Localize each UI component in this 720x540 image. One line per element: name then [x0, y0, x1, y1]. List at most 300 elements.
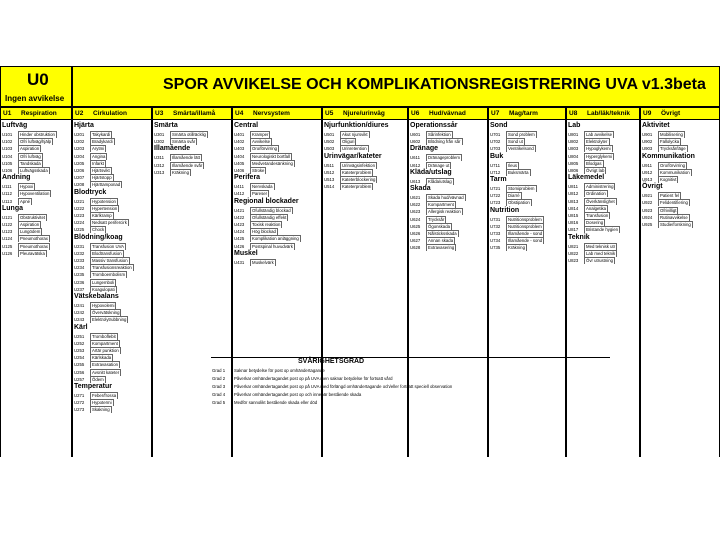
checklist-item[interactable]	[642, 199, 718, 206]
item-label: Elektrolytrubbning	[92, 317, 127, 323]
checklist-item[interactable]	[568, 205, 638, 212]
item-label: Tandskada	[20, 160, 41, 166]
page-title: SPOR AVVIKELSE OCH KOMPLIKATIONSREGISTRERING UVA v1.3beta	[163, 76, 706, 93]
checklist-item[interactable]	[2, 221, 70, 228]
item-label: Blodgas	[586, 160, 602, 166]
item-code: U253	[74, 348, 85, 353]
item-code: U511	[324, 162, 334, 168]
item-label: Lungödem	[20, 229, 41, 235]
checklist-item[interactable]	[74, 286, 150, 293]
checklist-item[interactable]	[490, 216, 564, 223]
item-label: Oliguri	[342, 139, 355, 145]
item-label: Nålsticksskada	[428, 231, 457, 236]
section-title: Skada	[410, 185, 431, 192]
checklist-item[interactable]	[490, 244, 564, 251]
section-title: Teknik	[568, 233, 590, 241]
column-code: U3	[155, 110, 164, 117]
checklist-item[interactable]	[568, 226, 638, 233]
item-code: U423	[234, 222, 245, 227]
checklist-item[interactable]	[490, 199, 564, 206]
checklist-item[interactable]	[410, 154, 486, 161]
checklist-item[interactable]	[234, 207, 320, 214]
item-code: U816	[568, 220, 579, 226]
item-code: U426	[234, 243, 245, 249]
item-label: Ödem	[92, 376, 104, 382]
checklist-item[interactable]	[74, 212, 150, 219]
checklist-item[interactable]	[234, 138, 320, 145]
item-code: U236	[74, 279, 85, 285]
item-label: Kräkning	[508, 245, 525, 251]
item-label: Urinvägsinfektion	[342, 162, 375, 168]
checklist-item[interactable]	[568, 198, 638, 205]
section-title: Central	[234, 122, 259, 129]
section-title: Läkemedel	[568, 174, 605, 182]
checklist-item[interactable]	[410, 194, 486, 201]
checklist-item[interactable]	[2, 138, 70, 145]
item-label: Komplikation anläggning	[252, 236, 299, 242]
checklist-item[interactable]	[642, 176, 718, 183]
item-label: Hjärtsvikt	[92, 168, 110, 173]
item-label: Kognitivt	[660, 177, 677, 182]
checklist-item[interactable]	[154, 162, 230, 169]
item-code: U821	[568, 243, 579, 249]
grade-description: Påverkar omhändertagandet post op och innebär bestående skada	[234, 392, 362, 397]
checklist-item[interactable]	[324, 162, 406, 169]
item-code: U425	[234, 236, 245, 242]
checklist-item[interactable]	[568, 212, 638, 219]
checklist-item[interactable]	[234, 228, 320, 235]
checklist-item[interactable]	[2, 198, 70, 205]
checklist-item[interactable]	[410, 223, 486, 230]
item-code: U242	[74, 310, 85, 316]
item-code: U403	[234, 146, 245, 152]
item-code: U735	[490, 245, 501, 251]
checklist-item[interactable]	[324, 145, 406, 152]
item-code: U922	[642, 200, 653, 206]
checklist-item[interactable]	[74, 316, 150, 323]
item-code: U815	[568, 213, 579, 218]
checklist-item[interactable]	[410, 138, 486, 145]
column-name: Hud/vävnad	[429, 110, 466, 117]
checklist-item[interactable]	[74, 354, 150, 361]
checklist-item[interactable]	[74, 333, 150, 340]
checklist-item[interactable]	[568, 160, 638, 167]
item-code: U912	[642, 169, 653, 175]
item-label: Extravasering	[428, 245, 455, 251]
checklist-item[interactable]	[410, 208, 486, 215]
checklist-item[interactable]	[74, 376, 150, 383]
grade-description: Påverkar omhändertagandet post op på UVA men saknar betydelse för fortsatt vård	[234, 376, 393, 381]
checklist-item[interactable]	[234, 190, 320, 197]
item-label: Med teknisk utr	[586, 243, 616, 249]
column-name: Respiration	[21, 110, 57, 117]
item-code: U312	[154, 162, 165, 168]
item-label: Hypotermi	[92, 400, 112, 406]
item-label: Aspiration	[20, 146, 40, 152]
item-label: Analgetika	[586, 205, 607, 211]
column-code: U9	[643, 110, 652, 117]
item-label: Sond ut	[508, 139, 523, 145]
item-label: Lab med teknik	[586, 250, 616, 256]
checklist-item[interactable]	[568, 190, 638, 197]
checklist-item[interactable]	[74, 198, 150, 205]
section-title: Tarm	[490, 176, 507, 183]
item-code: U732	[490, 223, 501, 229]
item-code: U901	[642, 132, 653, 137]
checklist-item[interactable]	[324, 138, 406, 145]
item-code: U625	[410, 223, 421, 229]
section-title: Nutrition	[490, 206, 520, 214]
item-code: U803	[568, 146, 579, 152]
checklist-item[interactable]	[568, 131, 638, 138]
checklist-item[interactable]	[642, 138, 718, 145]
item-label: Pneumothorax	[20, 236, 48, 242]
checklist-item[interactable]	[490, 145, 564, 152]
item-label: Pneumothorax	[20, 243, 48, 249]
checklist-item[interactable]	[568, 138, 638, 145]
checklist-item[interactable]	[74, 340, 150, 347]
item-label: Nedsatt perifercirk	[92, 220, 127, 226]
checklist-item[interactable]	[568, 219, 638, 226]
item-code: U124	[2, 236, 13, 242]
checklist-item[interactable]	[74, 160, 150, 167]
item-label: Ordination	[586, 191, 606, 197]
checklist-item[interactable]	[568, 257, 638, 264]
item-label: Obstruktivitet	[20, 214, 46, 220]
item-label: Hjärttamponad	[92, 182, 121, 188]
item-code: U734	[490, 238, 501, 244]
item-code: U501	[324, 132, 335, 137]
item-label: Sårinfektion	[428, 132, 451, 137]
item-label: Tromboflebit	[92, 333, 116, 339]
item-label: Smärta otillräcklig	[172, 132, 206, 137]
item-label: Felidentifiering	[660, 200, 688, 206]
item-code: U612	[410, 162, 421, 168]
section-title: Hjärta	[74, 122, 94, 129]
section-title: Blödning/koag	[74, 233, 123, 241]
section-title: Andning	[2, 174, 31, 182]
checklist-item[interactable]	[490, 162, 564, 169]
checklist-item[interactable]	[490, 138, 564, 145]
checklist-item[interactable]	[410, 178, 486, 185]
checklist-item[interactable]	[2, 167, 70, 174]
item-label: Övrigt lab	[586, 168, 605, 173]
item-code: U102	[2, 139, 13, 145]
checklist-item[interactable]	[2, 235, 70, 242]
checklist-item[interactable]	[568, 167, 638, 174]
checklist-item[interactable]	[490, 192, 564, 199]
grade-level: Grad 5	[212, 400, 226, 405]
item-label: Chock	[92, 227, 105, 233]
item-code: U105	[2, 160, 13, 166]
checklist-item[interactable]	[154, 169, 230, 176]
checklist-item[interactable]	[2, 228, 70, 235]
item-code: U925	[642, 222, 653, 227]
item-label: Obstipation	[508, 200, 530, 206]
item-code: U302	[154, 139, 165, 145]
checklist-item[interactable]	[74, 302, 150, 309]
item-label: Ofri luftväg/hjälp	[20, 139, 52, 145]
item-code: U104	[2, 153, 13, 159]
column-name: Njure/urinväg	[343, 110, 385, 117]
checklist-item[interactable]	[568, 153, 638, 160]
item-code: U233	[74, 258, 85, 263]
checklist-item[interactable]	[410, 131, 486, 138]
item-code: U721	[490, 186, 501, 191]
checklist-item[interactable]	[490, 185, 564, 192]
item-label: Takykardi	[92, 132, 111, 137]
grade-level: Grad 3	[212, 384, 226, 389]
item-code: U223	[74, 213, 85, 218]
checklist-item[interactable]	[2, 183, 70, 190]
item-label: Koagulopati	[92, 286, 115, 292]
item-code: U624	[410, 216, 421, 222]
checklist-item[interactable]	[490, 230, 564, 237]
item-code: U113	[2, 198, 12, 204]
item-label: Urinretention	[342, 146, 367, 152]
checklist-item[interactable]	[74, 153, 150, 160]
item-label: Fallolycka	[660, 139, 680, 145]
checklist-item[interactable]	[410, 237, 486, 244]
checklist-item[interactable]	[234, 214, 320, 221]
checklist-item[interactable]	[642, 221, 718, 228]
checklist-item[interactable]	[2, 243, 70, 250]
grade-level: Grad 2	[212, 376, 226, 381]
grade-divider	[211, 357, 610, 358]
item-code: U804	[568, 153, 579, 159]
item-code: U313	[154, 169, 165, 175]
checklist-item[interactable]	[234, 167, 320, 174]
item-code: U254	[74, 355, 85, 361]
column-code: U8	[569, 110, 578, 117]
item-label: Buksmärta	[508, 169, 529, 175]
item-label: Oro/förvirring	[252, 146, 278, 152]
checklist-item[interactable]	[74, 138, 150, 145]
item-code: U911	[642, 162, 652, 168]
item-label: Nutritionsproblem	[508, 216, 542, 222]
item-label: Postspinal huvudvärk	[252, 243, 293, 249]
column-code: U1	[3, 110, 12, 117]
checklist-item[interactable]	[2, 131, 70, 138]
checklist-item[interactable]	[74, 145, 150, 152]
checklist-item[interactable]	[74, 257, 150, 264]
item-code: U203	[74, 146, 85, 152]
checklist-item[interactable]	[324, 176, 406, 183]
checklist-item[interactable]	[490, 237, 564, 244]
item-code: U121	[2, 214, 13, 220]
item-label: Trycksår/läge	[660, 146, 686, 152]
checklist-item[interactable]	[74, 250, 150, 257]
column-header-u1	[0, 107, 72, 120]
item-code: U622	[410, 202, 421, 208]
checklist-item[interactable]	[568, 183, 638, 190]
section-title: Operationssår	[410, 122, 458, 129]
item-code: U204	[74, 153, 85, 159]
checklist-item[interactable]	[74, 243, 150, 250]
item-code: U514	[324, 184, 335, 190]
checklist-item[interactable]	[74, 181, 150, 188]
checklist-item[interactable]	[2, 250, 70, 257]
checklist-item[interactable]	[74, 205, 150, 212]
item-label: Dränageproblem	[428, 155, 461, 161]
item-label: Stomiproblem	[508, 186, 535, 191]
checklist-item[interactable]	[74, 271, 150, 278]
checklist-item[interactable]	[74, 279, 150, 286]
item-label: Transfusion UVA	[92, 243, 124, 249]
item-label: Rutinavvikelse	[660, 214, 688, 220]
item-code: U733	[490, 231, 501, 236]
checklist-item[interactable]	[74, 131, 150, 138]
item-code: U701	[490, 132, 501, 137]
checklist-item[interactable]	[410, 216, 486, 223]
checklist-item[interactable]	[74, 219, 150, 226]
column-name: Smärta/illamå	[173, 110, 216, 117]
checklist-item[interactable]	[410, 244, 486, 251]
checklist-item[interactable]	[324, 183, 406, 190]
item-label: Överkänslighet	[586, 198, 615, 204]
item-code: U627	[410, 238, 421, 244]
item-code: U805	[568, 160, 579, 166]
grade-level: Grad 4	[212, 392, 226, 397]
checklist-item[interactable]	[74, 361, 150, 368]
section-title: Övrigt	[642, 183, 663, 191]
checklist-item[interactable]	[568, 145, 638, 152]
checklist-item[interactable]	[642, 169, 718, 176]
grade-level: Grad 1	[212, 368, 226, 373]
item-label: Ventrikelsond	[508, 146, 534, 152]
item-label: Avvikelse	[252, 139, 271, 145]
item-code: U613	[410, 178, 421, 184]
item-code: U224	[74, 220, 85, 226]
item-code: U207	[74, 175, 85, 181]
item-code: U272	[74, 400, 85, 406]
item-code: U812	[568, 191, 579, 197]
item-label: Kärlkramp	[92, 213, 112, 218]
checklist-item[interactable]	[74, 406, 150, 413]
checklist-item[interactable]	[74, 167, 150, 174]
checklist-item[interactable]	[410, 230, 486, 237]
item-label: Hinder obstruktion	[20, 132, 55, 137]
item-code: U503	[324, 146, 335, 152]
item-label: Lab avvikelse	[586, 132, 613, 137]
item-label: Arytmi	[92, 146, 105, 152]
checklist-item[interactable]	[2, 214, 70, 221]
checklist-item[interactable]	[568, 250, 638, 257]
item-label: Kommunikation	[660, 169, 690, 175]
checklist-item[interactable]	[234, 243, 320, 250]
item-label: Illamående svår	[172, 162, 203, 168]
checklist-item[interactable]	[642, 162, 718, 169]
item-label: Extravasation	[92, 362, 119, 368]
checklist-item[interactable]	[2, 145, 70, 152]
item-code: U201	[74, 132, 85, 137]
item-label: Smärta svår	[172, 139, 196, 145]
item-code: U611	[410, 155, 420, 161]
item-code: U806	[568, 168, 579, 173]
checklist-item[interactable]	[74, 226, 150, 233]
item-label: Administrering	[586, 184, 614, 190]
item-code: U902	[642, 139, 653, 145]
item-code: U232	[74, 250, 85, 256]
checklist-item[interactable]	[154, 154, 230, 161]
checklist-item[interactable]	[234, 160, 320, 167]
checklist-item[interactable]	[74, 369, 150, 376]
item-label: Kramper	[252, 132, 269, 137]
checklist-item[interactable]	[324, 169, 406, 176]
item-label: Sond problem	[508, 132, 535, 137]
checklist-item[interactable]	[324, 131, 406, 138]
item-code: U111	[2, 184, 12, 190]
item-label: Skada hud/vävnad	[428, 195, 464, 200]
checklist-item[interactable]	[2, 153, 70, 160]
item-code: U206	[74, 168, 85, 173]
column-header-u6	[408, 107, 488, 120]
checklist-item[interactable]	[490, 131, 564, 138]
checklist-item[interactable]	[642, 207, 718, 214]
item-code: U405	[234, 160, 245, 166]
checklist-item[interactable]	[74, 399, 150, 406]
column-header-u9	[640, 107, 720, 120]
item-label: Diarré	[508, 193, 520, 199]
item-label: Skakning	[92, 407, 110, 413]
item-label: Infarkt	[92, 160, 104, 166]
column-name: Nervsystem	[253, 110, 290, 117]
checklist-item[interactable]	[490, 223, 564, 230]
checklist-item[interactable]	[74, 347, 150, 354]
checklist-item[interactable]	[234, 235, 320, 242]
checklist-item[interactable]	[234, 145, 320, 152]
checklist-item[interactable]	[74, 392, 150, 399]
section-title: Kläda/utslag	[410, 168, 452, 176]
checklist-item[interactable]	[154, 131, 230, 138]
item-code: U513	[324, 177, 335, 182]
checklist-item[interactable]	[2, 160, 70, 167]
checklist-item[interactable]	[410, 162, 486, 169]
item-code: U811	[568, 184, 578, 190]
checklist-item[interactable]	[568, 243, 638, 250]
grade-row	[212, 391, 361, 398]
checklist-item[interactable]	[642, 214, 718, 221]
checklist-item[interactable]	[642, 192, 718, 199]
checklist-item[interactable]	[234, 153, 320, 160]
item-label: Artär punktion	[92, 348, 119, 353]
checklist-item[interactable]	[74, 264, 150, 271]
item-code: U817	[568, 227, 579, 233]
item-label: Kompartment	[92, 340, 118, 346]
item-code: U712	[490, 169, 501, 175]
checklist-item[interactable]	[642, 131, 718, 138]
column-name: Övrigt	[661, 110, 681, 117]
item-code: U814	[568, 205, 579, 211]
column-header-u3	[152, 107, 232, 120]
item-label: Ofullständig blockad	[252, 207, 291, 213]
section-title: Lab	[568, 122, 581, 129]
checklist-item[interactable]	[234, 131, 320, 138]
item-label: Illamående - sond	[508, 238, 543, 244]
checklist-item[interactable]	[642, 145, 718, 152]
checklist-item[interactable]	[410, 201, 486, 208]
checklist-item[interactable]	[74, 174, 150, 181]
checklist-item[interactable]	[490, 169, 564, 176]
column-name: Cirkulation	[93, 110, 127, 117]
checklist-item[interactable]	[234, 221, 320, 228]
item-label: Patient fel	[660, 193, 680, 199]
checklist-item[interactable]	[74, 309, 150, 316]
item-label: Pareser	[252, 191, 268, 197]
checklist-item[interactable]	[234, 183, 320, 190]
checklist-item[interactable]	[2, 190, 70, 197]
checklist-item[interactable]	[234, 259, 320, 266]
